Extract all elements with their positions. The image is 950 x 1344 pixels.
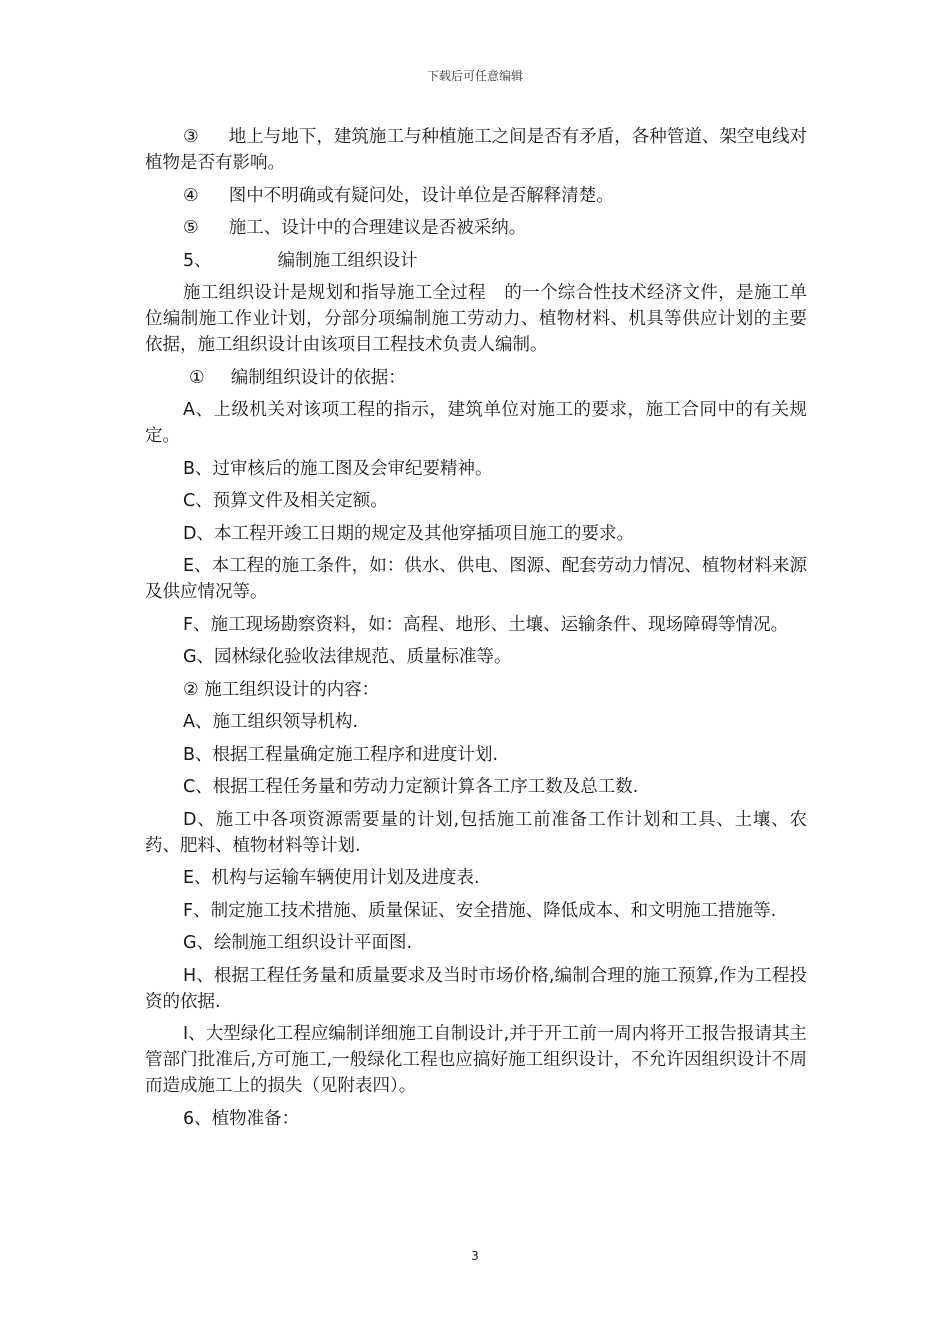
- basis-heading: [145, 365, 807, 391]
- basis-item-d: D、本工程开竣工日期的规定及其他穿插项目施工的要求。: [183, 523, 634, 544]
- basis-item-e: E、本工程的施工条件，如：供水、供电、图源、配套劳动力情况、植物材料来源及供应情况等。: [145, 556, 807, 602]
- item-marker: ⑤: [183, 218, 199, 238]
- content-heading: ② 施工组织设计的内容：: [183, 679, 380, 700]
- basis-item-a: A、上级机关对该项工程的指示，建筑单位对施工的要求，施工合同中的有关规定。: [145, 400, 807, 446]
- page-header: 下载后可任意编辑: [426, 69, 523, 83]
- basis-item-g: G、园林绿化验收法律规范、质量标准等。: [183, 647, 512, 667]
- document-body: [145, 124, 807, 1138]
- content-item-d: D、施工中各项资源需要量的计划,包括施工前准备工作计划和工具、土壤、农药、肥料、植物材料等计划.: [145, 809, 807, 856]
- item-text: 施工、设计中的合理建议是否被采纳。: [228, 218, 527, 238]
- content-item-f: F、制定施工技术措施、质量保证、安全措施、降低成本、和文明施工措施等.: [183, 900, 777, 921]
- intro-paragraph: [145, 280, 807, 358]
- basis-item-f: F、施工现场勘察资料，如：高程、地形、土壤、运输条件、现场障碍等情况。: [183, 614, 789, 635]
- intro-text-part1: 施工组织设计是规划和指导施工全过程: [183, 283, 486, 303]
- content-item-e: E、机构与运输车辆使用计划及进度表.: [183, 868, 480, 888]
- content-item-i: I、大型绿化工程应编制详细施工自制设计,并于开工前一周内将开工报告报请其主管部门批准后,方可施工,一般绿化工程也应搞好施工组织设计，不允许因组织设计不周而造成施工上的损失（见附表四）。: [145, 1024, 807, 1096]
- list-item-3: [145, 124, 807, 176]
- page-number: 3: [471, 1249, 479, 1263]
- basis-marker: ①: [189, 367, 205, 388]
- item-text: 图中不明确或有疑问处，设计单位是否解释清楚。: [228, 185, 614, 206]
- content-item-c: C、根据工程任务量和劳动力定额计算各工序工数及总工数.: [183, 777, 639, 797]
- content-item-a: A、施工组织领导机构.: [183, 712, 359, 732]
- section-title: 编制施工组织设计: [277, 250, 418, 271]
- basis-title: 编制组织设计的依据：: [230, 367, 406, 388]
- intro-text-part2: 的一个综合性技术经济文件，是施工单位编制施工作业计划，分部分项编制施工劳动力、植物材料、机具等供应计划的主要依据，施工组织设计由该项目工程技术负责人编制。: [145, 283, 807, 355]
- content-item-g: G、绘制施工组织设计平面图.: [183, 933, 413, 953]
- content-item-b: B、根据工程量确定施工程序和进度计划.: [183, 744, 499, 765]
- content-item-h: H、根据工程任务量和质量要求及当时市场价格,编制合理的施工预算,作为工程投资的依据.: [145, 965, 807, 1012]
- section-6-heading: 6、植物准备：: [183, 1108, 300, 1129]
- basis-item-c: C、预算文件及相关定额。: [183, 491, 388, 511]
- section-5-heading: [145, 248, 807, 274]
- list-item-5: [145, 215, 807, 241]
- section-number: 5、: [183, 250, 212, 271]
- item-text: 地上与地下，建筑施工与种植施工之间是否有矛盾，各种管道、架空电线对植物是否有影响。: [145, 127, 807, 173]
- list-item-4: [145, 183, 807, 209]
- basis-item-b: B、过审核后的施工图及会审纪要精神。: [183, 458, 493, 479]
- item-marker: ④: [183, 185, 199, 206]
- item-marker: ③: [183, 127, 199, 147]
